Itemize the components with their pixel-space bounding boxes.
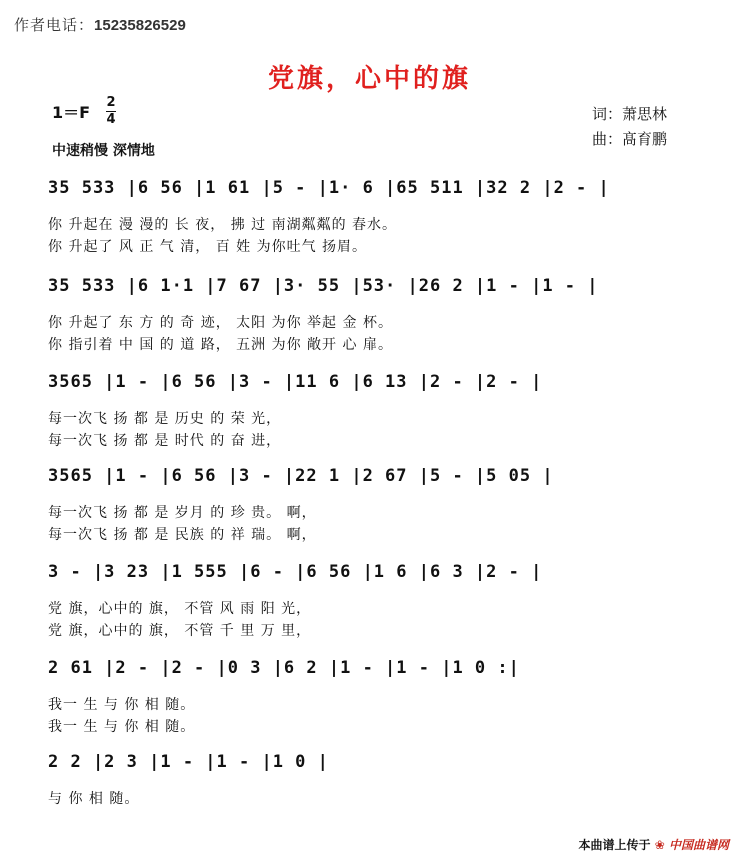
author-label: 作者电话：: [14, 16, 95, 34]
lyric-verse-1: 与 你 相 随。: [48, 791, 140, 807]
lyric-verse-1: 每一次飞 扬 都 是 历史 的 荣 光，: [48, 411, 282, 427]
watermark: [579, 836, 729, 853]
notation-line: 2 61 |2 - |2 - |0 3 |6 2 |1 - |1 - |1 0 :|: [48, 658, 520, 678]
time-sig-bottom: 4: [106, 112, 116, 127]
score-system-4: [48, 456, 690, 543]
score-system-1: [48, 168, 690, 255]
notation-line: 2 2 |2 3 |1 - |1 - |1 0 |: [48, 752, 329, 772]
score-system-6: [48, 648, 690, 735]
lyric-verse-2: 每一次飞 扬 都 是 时代 的 奋 进，: [48, 433, 282, 449]
lyric-verse-1: 每一次飞 扬 都 是 岁月 的 珍 贵。 啊，: [48, 505, 317, 521]
score-system-7: [48, 742, 690, 807]
site-logo-icon: ❀: [654, 838, 665, 852]
watermark-prefix: 本曲谱上传于: [578, 838, 651, 852]
notation-line: 35 533 |6 56 |1 61 |5 - |1· 6 |65 511 |32 2 |2 - |: [48, 178, 610, 198]
lyric-verse-2: 党 旗，心中的 旗， 不管 千 里 万 里，: [48, 623, 312, 639]
author-phone: 15235826529: [94, 17, 186, 34]
author-phone-line: [14, 14, 186, 35]
lyric-verse-2: 我一 生 与 你 相 随。: [48, 719, 196, 735]
song-title: 党旗，心中的旗: [267, 64, 471, 94]
tempo-marking: 中速稍慢 深情地: [52, 143, 155, 159]
lyric-verse-1: 我一 生 与 你 相 随。: [48, 697, 196, 713]
notation-line: 35 533 |6 1·1 |7 67 |3· 55 |53· |26 2 |1 - |1 - |: [48, 276, 599, 296]
lyric-verse-2: 你 指引着 中 国 的 道 路， 五洲 为你 敞开 心 扉。: [48, 337, 393, 353]
composer-credit: 曲：髙育鹏: [592, 130, 668, 148]
score-system-3: [48, 362, 690, 449]
time-signature: [106, 96, 116, 127]
notation-line: 3565 |1 - |6 56 |3 - |11 6 |6 13 |2 - |2 - |: [48, 372, 543, 392]
key-signature: 1＝F: [52, 103, 91, 122]
score-system-5: [48, 552, 690, 639]
notation-line: 3565 |1 - |6 56 |3 - |22 1 |2 67 |5 - |5 05 |: [48, 466, 554, 486]
watermark-site: 中国曲谱网: [668, 838, 729, 852]
notation-line: 3 - |3 23 |1 555 |6 - |6 56 |1 6 |6 3 |2 - |: [48, 562, 543, 582]
lyric-verse-1: 你 升起在 漫 漫的 长 夜， 拂 过 南湖粼粼的 春水。: [48, 217, 398, 233]
time-sig-top: 2: [106, 95, 116, 110]
score-system-2: [48, 266, 690, 353]
lyric-verse-2: 你 升起了 风 正 气 清， 百 姓 为你吐气 扬眉。: [48, 239, 368, 255]
lyricist-credit: 词：萧思林: [592, 105, 668, 123]
lyric-verse-1: 党 旗，心中的 旗， 不管 风 雨 阳 光，: [48, 601, 312, 617]
lyric-verse-1: 你 升起了 东 方 的 奇 迹， 太阳 为你 举起 金 杯。: [48, 315, 393, 331]
lyric-verse-2: 每一次飞 扬 都 是 民族 的 祥 瑞。 啊，: [48, 527, 317, 543]
